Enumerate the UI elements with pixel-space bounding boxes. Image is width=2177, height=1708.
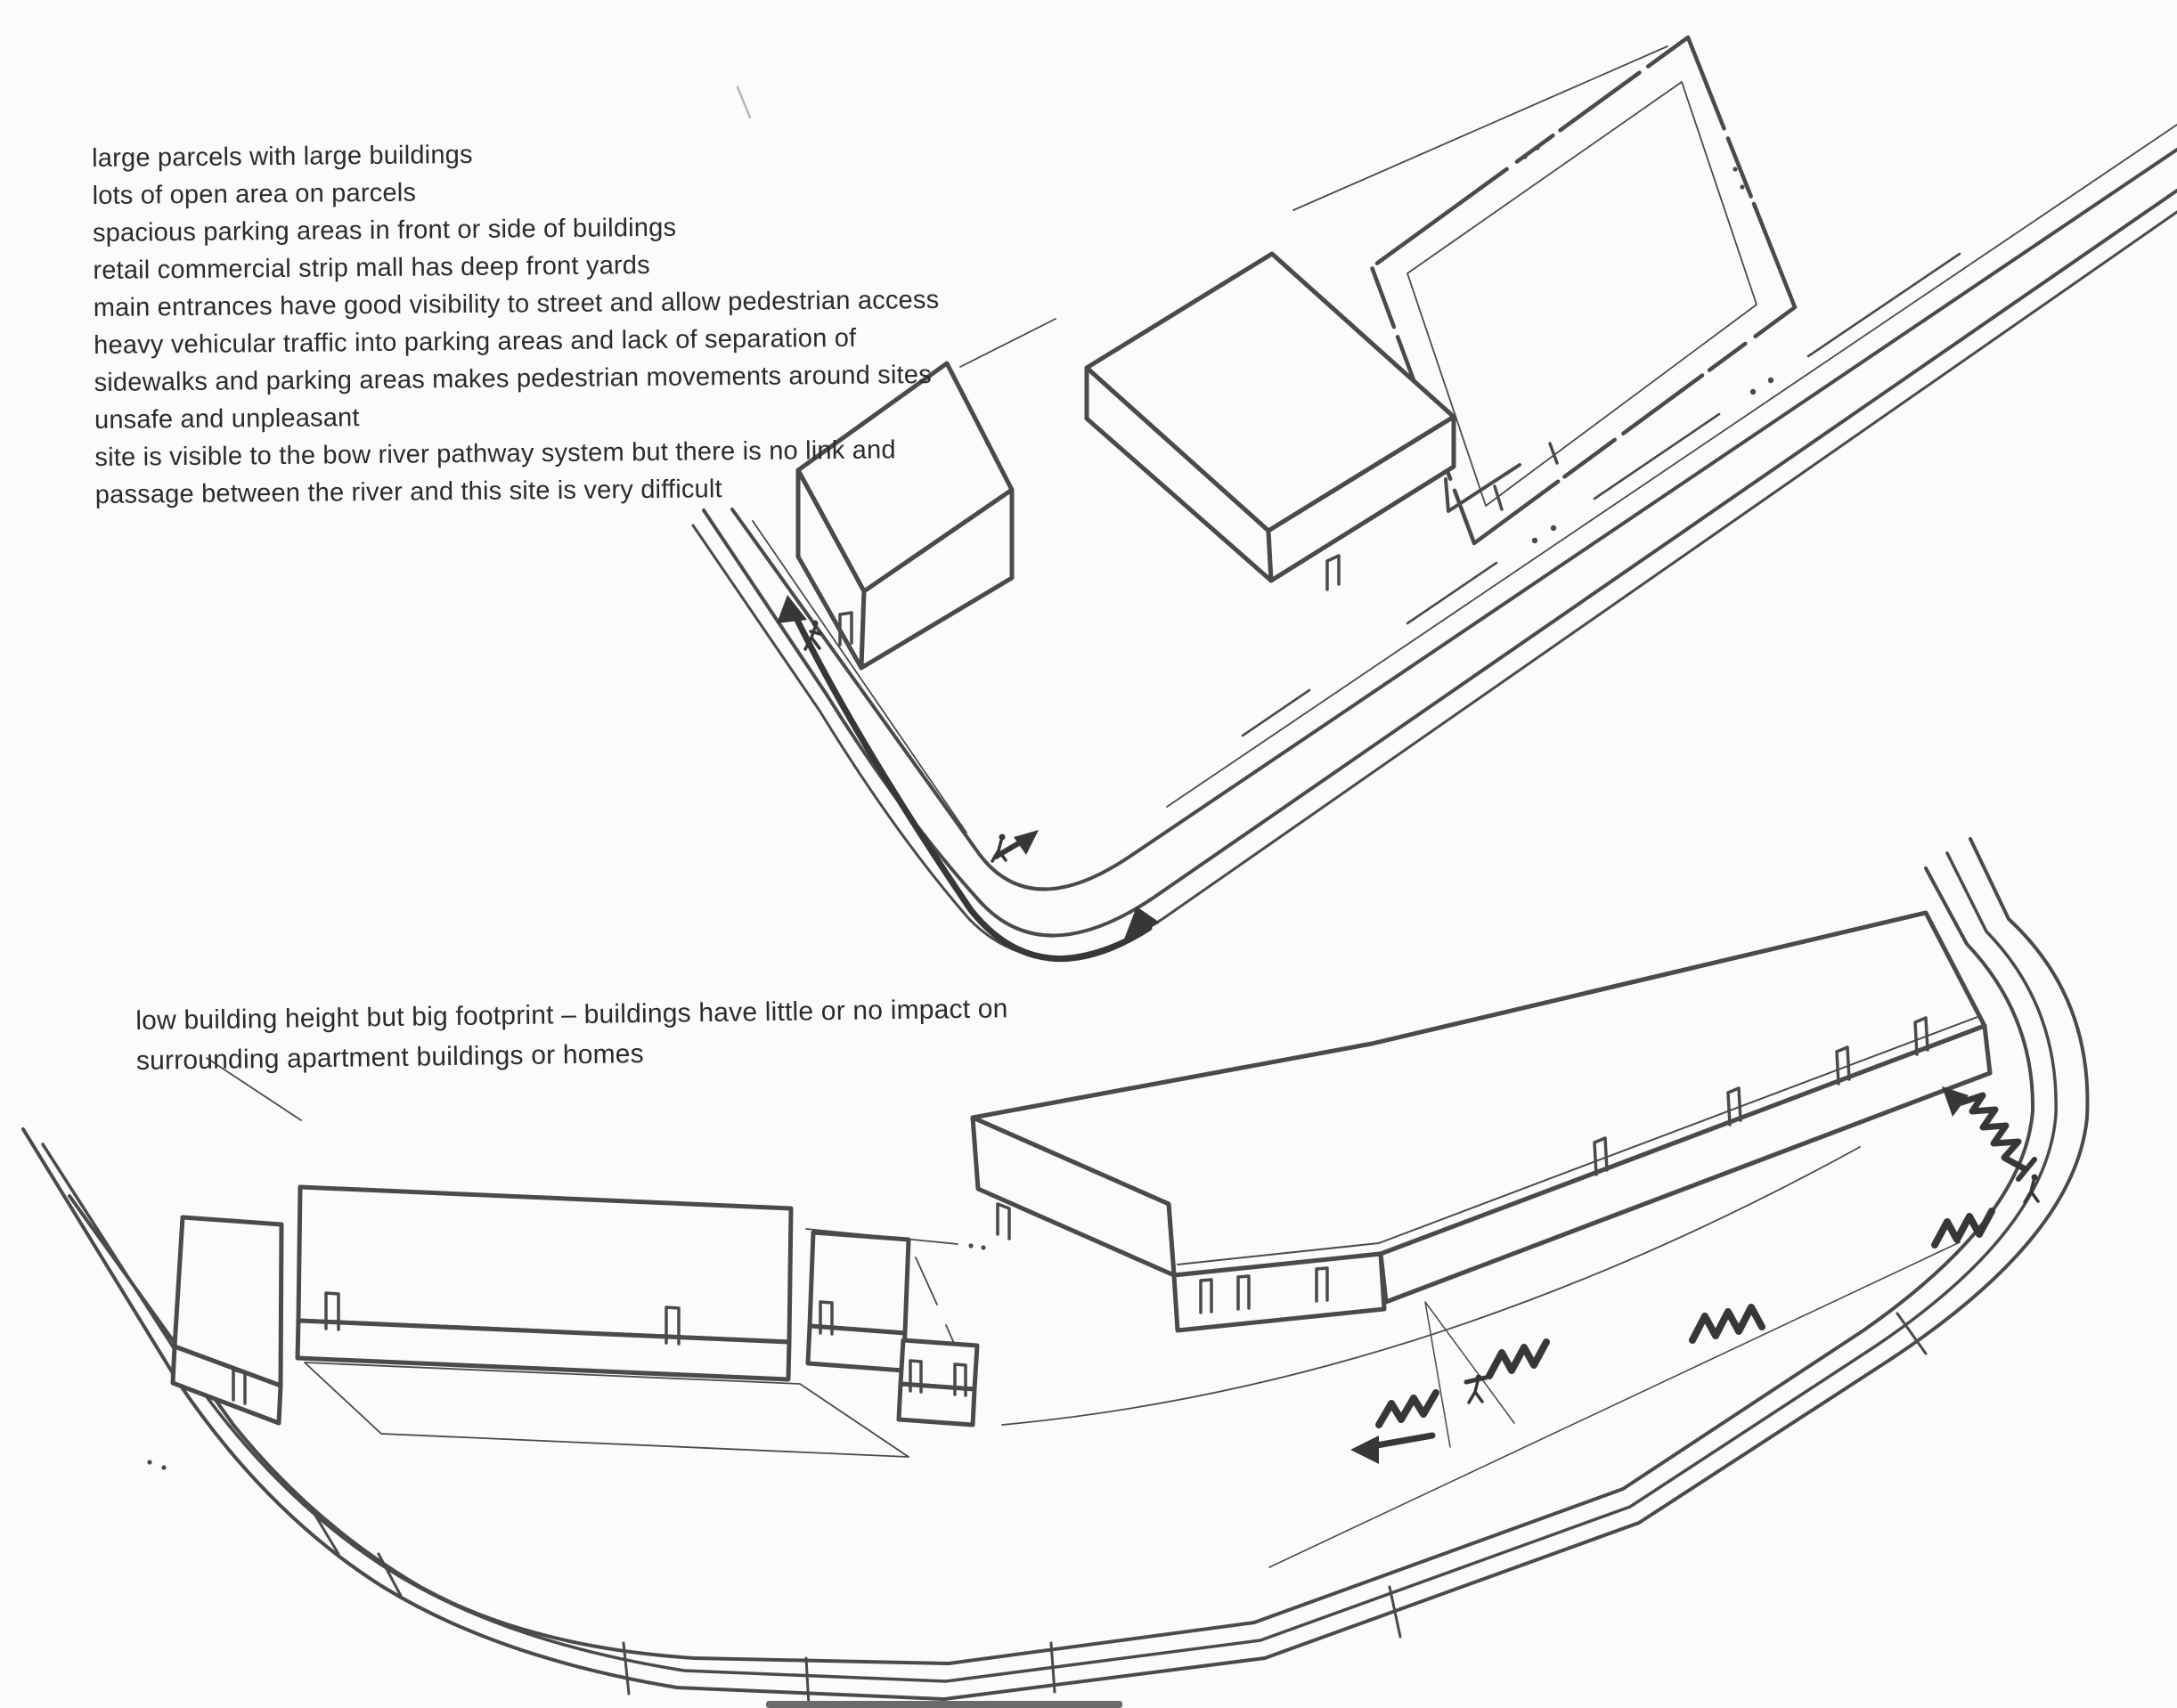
left-flow-arrow <box>1350 1436 1432 1464</box>
note-line: retail commercial strip mall has deep front yards <box>93 250 651 285</box>
sight-lines <box>1425 1302 1514 1447</box>
bottom-sketch-strip-site <box>23 839 2087 1705</box>
note-line: spacious parking areas in front or side of buildings <box>92 213 677 248</box>
parking-lot-outline <box>305 1362 909 1457</box>
corner-flow-arrow <box>793 611 1149 959</box>
note-line: low building height but big footprint – buildings have little or no impact on <box>135 994 1008 1036</box>
note-line: large parcels with large buildings <box>92 140 473 173</box>
long-strip-building <box>298 1187 791 1379</box>
pencil-stray-mark <box>738 87 750 118</box>
note-line: passage between the river and this site is very difficult <box>94 475 722 509</box>
note-line: surrounding apartment buildings or homes <box>135 1039 645 1076</box>
note-line: sidewalks and parking areas makes pedestrian movements around sites <box>94 360 933 397</box>
note-line: lots of open area on parcels <box>92 178 417 210</box>
shrub-squiggle <box>1379 1393 1436 1425</box>
parcel-inner-line <box>1407 82 1757 506</box>
entrance-door-mark <box>998 1204 1009 1239</box>
entrance-door-mark <box>1327 556 1339 590</box>
bottom-sketch-buildings <box>173 913 1990 1425</box>
small-box-building <box>173 1217 281 1423</box>
low-box-building <box>1087 254 1454 590</box>
notes-low-building-block <box>135 988 1009 1081</box>
spring-link-arrow <box>1942 1086 2034 1179</box>
top-sketch-pedestrian-marks <box>805 621 1006 862</box>
shrub-squiggle <box>1935 1211 1992 1245</box>
shrub-squiggle <box>1489 1342 1546 1376</box>
shrub-squiggle <box>1692 1307 1762 1340</box>
pedestrian-figure <box>2025 1175 2038 1203</box>
note-line: heavy vehicular traffic into parking areas and lack of separation of <box>94 323 857 360</box>
note-line: unsafe and unpleasant <box>94 403 360 435</box>
notes-large-parcels-block <box>92 132 942 514</box>
bent-strip-building <box>973 913 1990 1330</box>
parcel-dot-marks <box>1522 145 1744 189</box>
stepped-middle-building <box>808 1232 977 1425</box>
scan-edge-artifact <box>766 1701 1122 1708</box>
left-flow-arrowhead <box>1350 1436 1379 1464</box>
note-line: site is visible to the bow river pathway system but there is no link and <box>94 435 896 472</box>
note-line: main entrances have good visibility to street and allow pedestrian access <box>93 285 940 322</box>
